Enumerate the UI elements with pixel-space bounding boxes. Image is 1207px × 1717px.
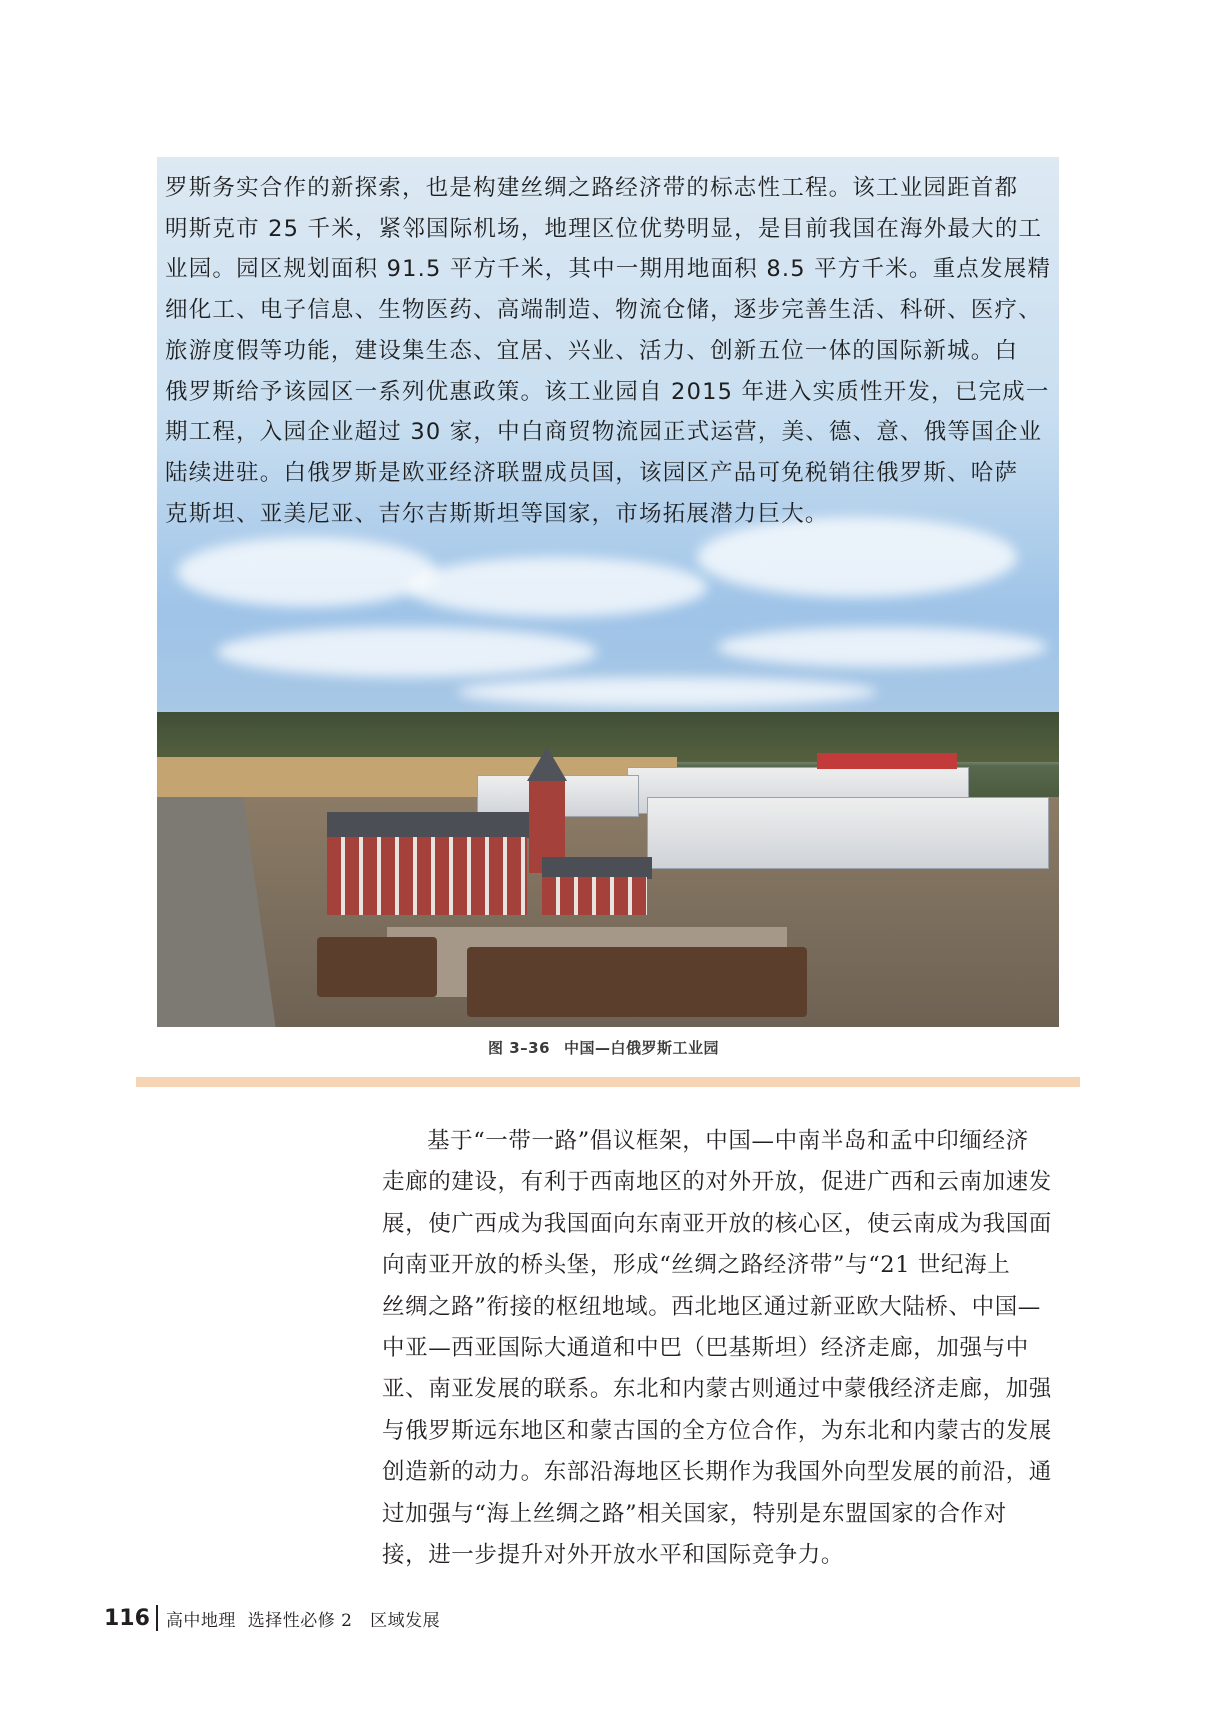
body-line: 基于“一带一路”倡议框架，中国—中南半岛和孟中印缅经济 <box>427 1128 1029 1154</box>
body-line: 中亚—西亚国际大通道和中巴（巴基斯坦）经济走廊，加强与中 <box>382 1335 1029 1362</box>
overlay-line: 俄罗斯给予该园区一系列优惠政策。该工业园自 2015 年进入实质性开发，已完成一 <box>165 378 1050 405</box>
overlay-line: 业园。园区规划面积 91.5 平方千米，其中一期用地面积 8.5 平方千米。重点发展精 <box>165 256 1052 283</box>
body-line: 走廊的建设，有利于西南地区的对外开放，促进广西和云南加速发 <box>382 1169 1052 1196</box>
footer-separator <box>156 1605 158 1631</box>
body-line: 过加强与“海上丝绸之路”相关国家，特别是东盟国家的合作对 <box>382 1500 1007 1527</box>
body-line: 亚、南亚发展的联系。东北和内蒙古则通过中蒙俄经济走廊，加强 <box>382 1376 1052 1403</box>
figure-title: 中国—白俄罗斯工业园 <box>564 1039 720 1057</box>
overlay-line: 陆续进驻。白俄罗斯是欧亚经济联盟成员国，该园区产品可免税销往俄罗斯、哈萨 <box>165 459 1019 486</box>
overlay-line: 罗斯务实合作的新探索，也是构建丝绸之路经济带的标志性工程。该工业园距首都 <box>165 175 1019 201</box>
overlay-line: 期工程，入园企业超过 30 家，中白商贸物流园正式运营，美、德、意、俄等国企业 <box>165 419 1043 446</box>
body-line: 与俄罗斯远东地区和蒙古国的全方位合作，为东北和内蒙古的发展 <box>382 1417 1052 1444</box>
overlay-line: 克斯坦、亚美尼亚、吉尔吉斯斯坦等国家，市场拓展潜力巨大。 <box>165 500 829 527</box>
body-line: 向南亚开放的桥头堡，形成“丝绸之路经济带”与“21 世纪海上 <box>382 1252 1011 1279</box>
overlay-line: 细化工、电子信息、生物医药、高端制造、物流仓储，逐步完善生活、科研、医疗、 <box>165 297 1042 324</box>
page-number: 116 <box>104 1605 150 1631</box>
page-footer <box>104 1603 440 1633</box>
body-paragraph <box>382 1121 1082 1576</box>
book-info: 高中地理 选择性必修 2 区域发展 <box>165 1610 441 1631</box>
overlay-line: 旅游度假等功能，建设集生态、宜居、兴业、活力、创新五位一体的国际新城。白 <box>165 337 1019 364</box>
overlay-line: 明斯克市 25 千米，紧邻国际机场，地理区位优势明显，是目前我国在海外最大的工 <box>165 215 1043 242</box>
figure-caption <box>0 1037 1207 1058</box>
body-line: 创造新的动力。东部沿海地区长期作为我国外向型发展的前沿，通 <box>382 1459 1052 1486</box>
figure-number: 图 3–36 <box>487 1039 551 1057</box>
section-divider <box>136 1077 1080 1087</box>
body-line: 丝绸之路”衔接的枢纽地域。西北地区通过新亚欧大陆桥、中国— <box>382 1293 1041 1320</box>
body-line: 接，进一步提升对外开放水平和国际竞争力。 <box>382 1542 845 1569</box>
body-line: 展，使广西成为我国面向东南亚开放的核心区，使云南成为我国面 <box>382 1210 1052 1237</box>
overlay-paragraph <box>165 168 1065 534</box>
